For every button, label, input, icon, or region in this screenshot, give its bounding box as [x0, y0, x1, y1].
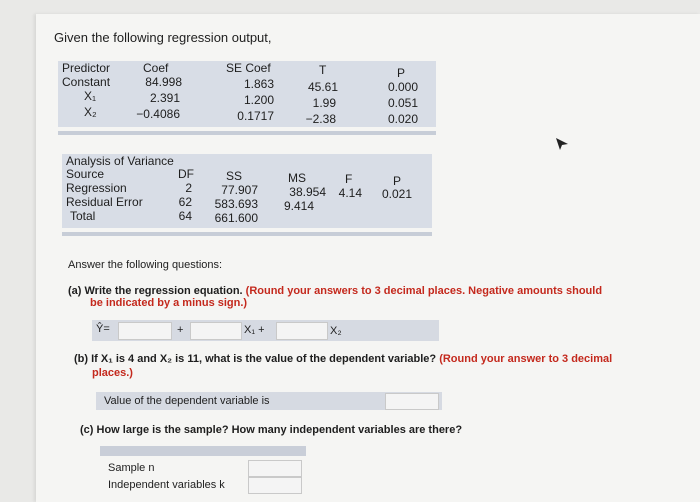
- coef-row-se: 0.1717: [237, 109, 274, 123]
- independent-k-input[interactable]: [248, 477, 302, 494]
- anova-row-source: Regression: [66, 181, 127, 195]
- coef-row-t: −2.38: [305, 112, 336, 126]
- anova-row-f: 4.14: [338, 186, 362, 200]
- coef-row-p: 0.000: [387, 80, 418, 94]
- anova-header-ms: MS: [288, 171, 306, 185]
- part-a-instruction-1: (Round your answers to 3 decimal places. Negative amounts should: [245, 285, 603, 297]
- sample-n-label: Sample n: [108, 462, 155, 474]
- anova-header-ss: SS: [226, 169, 243, 183]
- coef-row-p: 0.020: [387, 112, 418, 126]
- anova-row-source: Total: [70, 209, 96, 223]
- anova-title: Analysis of Variance: [66, 154, 174, 168]
- coef-row-predictor: X₂: [84, 105, 97, 119]
- coef-header-t: T: [319, 63, 327, 77]
- coef-header-coef: Coef: [143, 61, 169, 75]
- anova-header-p: P: [393, 174, 402, 188]
- value-label: Value of the dependent variable is: [104, 395, 270, 407]
- coef-header-predictor: Predictor: [62, 61, 111, 75]
- part-b-instruction-2: places.): [92, 367, 133, 379]
- anova-header-source: Source: [66, 167, 105, 181]
- part-b-label: (b) If X₁ is 4 and X₂ is 11, what is the value of the dependent variable?: [74, 353, 437, 365]
- coef-row-predictor: X₁: [84, 89, 97, 103]
- anova-header-f: F: [345, 172, 353, 186]
- part-c-label: (c) How large is the sample? How many independent variables are there?: [80, 424, 463, 436]
- anova-row-ss: 661.600: [214, 211, 258, 225]
- coef-row-predictor: Constant: [62, 75, 111, 89]
- coef-header-se: SE Coef: [226, 61, 271, 75]
- part-a-label: (a) Write the regression equation.: [68, 285, 243, 297]
- sample-header-bar: [100, 446, 306, 456]
- coef-row-se: 1.200: [243, 93, 274, 107]
- anova-row-ms: 9.414: [283, 199, 314, 213]
- coef-row-t: 45.61: [307, 80, 338, 94]
- anova-row-source: Residual Error: [66, 195, 143, 209]
- anova-row-ss: 583.693: [214, 197, 258, 211]
- x1-coef-input[interactable]: [190, 322, 242, 340]
- intercept-input[interactable]: [118, 322, 172, 340]
- independent-k-label: Independent variables k: [108, 479, 225, 491]
- coef-row-coef: 84.998: [145, 75, 182, 89]
- plus-sign: +: [177, 324, 184, 336]
- x2-coef-input[interactable]: [276, 322, 328, 340]
- part-a-instruction-2: be indicated by a minus sign.): [90, 297, 248, 309]
- anova-row-ms: 38.954: [289, 185, 326, 199]
- prompt-text: Given the following regression output,: [54, 30, 272, 45]
- coef-table-divider: [58, 131, 436, 135]
- anova-row-df: 2: [185, 181, 192, 195]
- anova-row-p: 0.021: [381, 187, 412, 201]
- coef-row-t: 1.99: [312, 96, 336, 110]
- part-b-line: [74, 353, 612, 365]
- dependent-value-input[interactable]: [385, 393, 439, 410]
- coef-header-p: P: [397, 66, 406, 80]
- x1-term-label: X₁ +: [244, 324, 265, 336]
- coef-row-coef: −0.4086: [136, 107, 180, 121]
- coef-row-coef: 2.391: [149, 91, 180, 105]
- sample-n-input[interactable]: [248, 460, 302, 477]
- anova-row-df: 62: [178, 195, 192, 209]
- yhat-label: Ŷ=: [96, 323, 110, 335]
- anova-table-divider: [62, 232, 432, 236]
- coef-row-p: 0.051: [387, 96, 418, 110]
- mouse-pointer-icon: [555, 137, 569, 156]
- anova-row-ss: 77.907: [221, 183, 258, 197]
- anova-header-df: DF: [178, 167, 194, 181]
- coef-row-se: 1.863: [243, 77, 274, 91]
- part-b-instruction-1: (Round your answer to 3 decimal: [439, 353, 613, 365]
- anova-row-df: 64: [178, 209, 192, 223]
- x2-term-label: X₂: [330, 325, 342, 337]
- answer-intro: Answer the following questions:: [68, 259, 223, 271]
- part-a-line: [68, 285, 602, 297]
